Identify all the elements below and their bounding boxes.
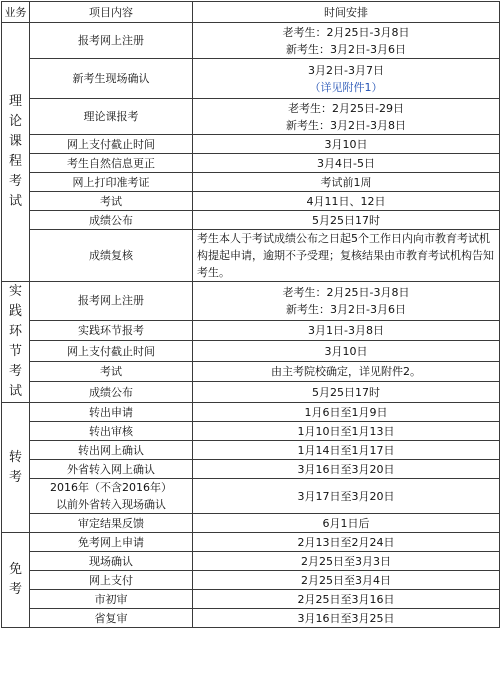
item-cell: 报考网上注册 (30, 23, 193, 59)
category-exempt: 免考 (2, 533, 30, 628)
table-row (2, 441, 500, 460)
time-cell: 3月4日-5日 (193, 154, 500, 173)
item-cell: 免考网上申请 (30, 533, 193, 552)
item-cell: 省复审 (30, 609, 193, 628)
header-row (2, 2, 500, 23)
category-transfer: 转考 (2, 403, 30, 533)
time-cell: 3月10日 (193, 341, 500, 362)
table-row (2, 382, 500, 403)
time-cell: 由主考院校确定，详见附件2。 (193, 361, 500, 382)
item-cell: 2016年（不含2016年） 以前外省转入现场确认 (30, 479, 193, 514)
time-cell: 5月25日17时 (193, 382, 500, 403)
time-cell: 老考生：2月25日-3月8日 新考生：3月2日-3月6日 (193, 282, 500, 321)
item-cell: 考生自然信息更正 (30, 154, 193, 173)
item-cell: 转出审核 (30, 422, 193, 441)
table-row (2, 422, 500, 441)
table-row (2, 590, 500, 609)
table-row (2, 341, 500, 362)
time-cell: 老考生：2月25日-3月8日 新考生：3月2日-3月6日 (193, 23, 500, 59)
time-cell: 3月16日至3月20日 (193, 460, 500, 479)
table-row (2, 192, 500, 211)
item-cell: 实践环节报考 (30, 320, 193, 341)
table-row (2, 59, 500, 99)
time-cell: 3月16日至3月25日 (193, 609, 500, 628)
time-cell: 5月25日17时 (193, 211, 500, 230)
table-row (2, 154, 500, 173)
time-cell: 2月25日至3月3日 (193, 552, 500, 571)
time-cell: 3月1日-3月8日 (193, 320, 500, 341)
header-business: 业务 (2, 2, 30, 23)
table-row (2, 571, 500, 590)
time-cell: 4月11日、12日 (193, 192, 500, 211)
item-cell: 外省转入网上确认 (30, 460, 193, 479)
time-cell: 考试前1周 (193, 173, 500, 192)
time-cell: 2月25日至3月16日 (193, 590, 500, 609)
time-cell: 老考生：2月25日-29日 新考生：3月2日-3月8日 (193, 99, 500, 135)
time-cell: 考生本人于考试成绩公布之日起5个工作日内向市教育考试机构提起申请，逾期不予受理；复核结果由市教育考试机构告知考生。 (193, 230, 500, 282)
table-row (2, 479, 500, 514)
item-cell: 转出网上确认 (30, 441, 193, 460)
item-cell: 考试 (30, 361, 193, 382)
table-row (2, 99, 500, 135)
table-row (2, 361, 500, 382)
time-cell: 3月2日-3月7日 （详见附件1） (193, 59, 500, 99)
table-row (2, 23, 500, 59)
time-cell: 1月14日至1月17日 (193, 441, 500, 460)
item-cell: 成绩公布 (30, 382, 193, 403)
time-cell: 6月1日后 (193, 514, 500, 533)
item-cell: 现场确认 (30, 552, 193, 571)
table-row (2, 135, 500, 154)
table-row (2, 552, 500, 571)
table-row (2, 609, 500, 628)
header-time: 时间安排 (193, 2, 500, 23)
attachment-1-link[interactable]: （详见附件1） (309, 80, 383, 94)
table-row (2, 173, 500, 192)
table-row (2, 230, 500, 282)
time-cell: 2月13日至2月24日 (193, 533, 500, 552)
time-cell: 1月10日至1月13日 (193, 422, 500, 441)
item-cell: 成绩公布 (30, 211, 193, 230)
table-row (2, 211, 500, 230)
item-cell: 转出申请 (30, 403, 193, 422)
item-cell: 网上支付截止时间 (30, 135, 193, 154)
header-item: 项目内容 (30, 2, 193, 23)
item-cell: 市初审 (30, 590, 193, 609)
item-cell: 成绩复核 (30, 230, 193, 282)
exam-schedule-table (1, 1, 500, 628)
category-theory: 理论课程考试 (2, 23, 30, 282)
time-cell: 2月25日至3月4日 (193, 571, 500, 590)
table-row (2, 320, 500, 341)
item-cell: 网上支付 (30, 571, 193, 590)
time-cell: 3月10日 (193, 135, 500, 154)
table-row (2, 533, 500, 552)
time-cell: 1月6日至1月9日 (193, 403, 500, 422)
item-cell: 新考生现场确认 (30, 59, 193, 99)
item-cell: 报考网上注册 (30, 282, 193, 321)
item-cell: 考试 (30, 192, 193, 211)
time-cell: 3月17日至3月20日 (193, 479, 500, 514)
item-cell: 理论课报考 (30, 99, 193, 135)
table-row (2, 282, 500, 321)
table-row (2, 460, 500, 479)
table-row (2, 514, 500, 533)
item-cell: 审定结果反馈 (30, 514, 193, 533)
item-cell: 网上支付截止时间 (30, 341, 193, 362)
item-cell: 网上打印准考证 (30, 173, 193, 192)
table-row (2, 403, 500, 422)
category-practice: 实践环节考试 (2, 282, 30, 403)
